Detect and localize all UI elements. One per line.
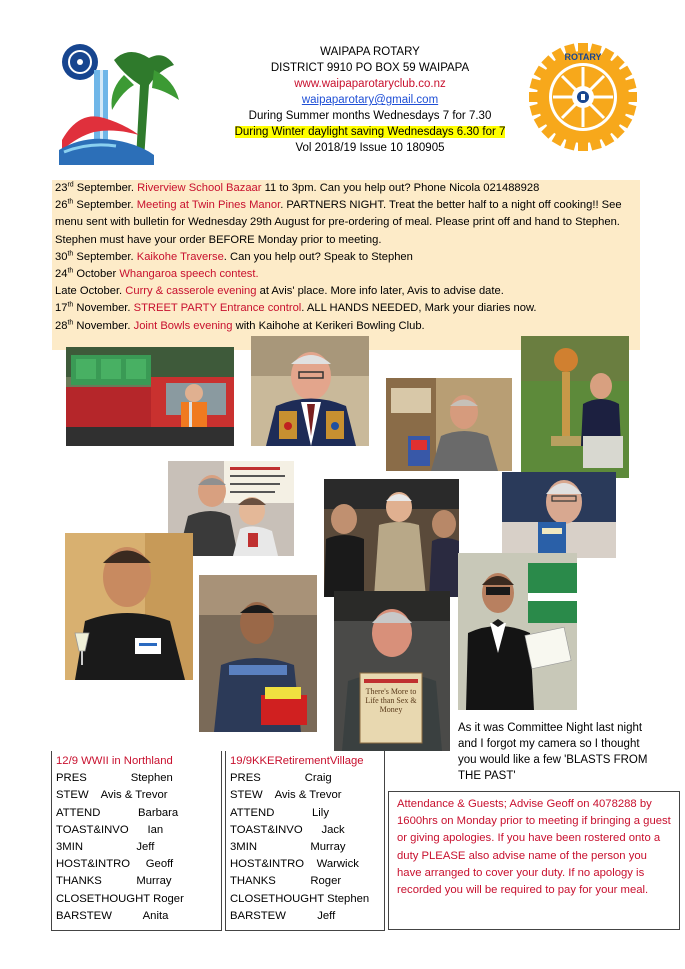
photo-man-in-truck: [66, 347, 234, 446]
summer-meeting-time: During Summer months Wednesdays 7 for 7.30: [248, 110, 492, 122]
roster-row: ATTEND Barbara: [56, 806, 179, 819]
roster-row: BARSTEW Anita: [56, 909, 169, 922]
photo-man-with-wine: [65, 533, 193, 680]
postal-address: DISTRICT 9910 PO BOX 59 WAIPAPA: [270, 62, 470, 74]
roster-row: STEW Avis & Trevor: [230, 789, 342, 802]
event-item: Late October. Curry & casserole evening at Avis' place. More info later, Avis to advise date.: [55, 285, 504, 298]
photo-man-at-party: [324, 479, 459, 597]
photo-man-with-trophy: [521, 336, 629, 478]
roster-title: 12/9 WWII in Northland: [56, 755, 173, 767]
event-item: 24th October Whangaroa speech contest.: [55, 267, 259, 281]
events-list: [52, 180, 640, 350]
newsletter-header: [200, 44, 540, 156]
roster-row: CLOSETHOUGHT Roger: [56, 892, 184, 905]
email-link[interactable]: waipaparotary@gmail.com: [301, 94, 439, 106]
roster-row: CLOSETHOUGHT Stephen: [230, 892, 370, 905]
roster-row: TOAST&INVO Jack: [230, 823, 345, 836]
org-name: WAIPAPA ROTARY: [320, 46, 420, 58]
event-item: 26th September. Meeting at Twin Pines Manor. PARTNERS NIGHT. Treat the better half to a night off cooking!! See menu sent with bulletin for Wednesday 29th August for pre-ordering of meal. Please print off and hand to Stephen. Stephen must have your order BEFORE Monday prior to meeting.: [55, 198, 622, 246]
roster-row: THANKS Roger: [230, 875, 342, 888]
roster-row: STEW Avis & Trevor: [56, 789, 168, 802]
svg-text:ROTARY: ROTARY: [564, 52, 602, 62]
website-link[interactable]: www.waipaparotaryclub.co.nz: [294, 78, 446, 90]
volume-issue: Vol 2018/19 Issue 10 180905: [295, 142, 445, 154]
rotary-international-logo: [528, 42, 638, 152]
photo-man-with-book: [502, 472, 616, 558]
roster-row: HOST&INTRO Geoff: [56, 858, 174, 871]
winter-meeting-time: During Winter daylight saving Wednesdays 6.30 for 7: [234, 126, 506, 138]
roster-row: PRES Craig: [230, 772, 332, 785]
book-title: There's More to Life than Sex & Money: [365, 687, 417, 714]
roster-table: [51, 751, 222, 931]
photo-man-with-gift: [199, 575, 317, 732]
attendance-notice: Attendance & Guests; Advise Geoff on 4078288 by 1600hrs on Monday prior to meeting if bringing a guest or giving apologies. If you have been rostered onto a duty PLEASE also advise name of the person you have arranged to cover your duty. If no apology is recorded you will be required to pay for your meal.: [388, 791, 680, 930]
photo-man-in-tuxedo: [458, 553, 577, 710]
photo-man-in-office: [386, 378, 512, 471]
event-item: 30th September. Kaikohe Traverse. Can you help out? Speak to Stephen: [55, 250, 413, 263]
event-item: 17th November. STREET PARTY Entrance control. ALL HANDS NEEDED, Mark your diaries now.: [55, 301, 537, 315]
event-item: 23rd September. Riverview School Bazaar 11 to 3pm. Can you help out? Phone Nicola 021488928: [55, 181, 540, 194]
roster-row: HOST&INTRO Warwick: [230, 858, 359, 871]
roster-row: ATTEND Lily: [230, 806, 329, 819]
photo-man-with-medals: [251, 336, 369, 446]
roster-row: THANKS Murray: [56, 875, 172, 888]
event-item: 28th November. Joint Bowls evening with Kaihohe at Kerikeri Bowling Club.: [55, 318, 425, 332]
photos-caption: As it was Committee Night last night and I forgot my camera so I thought you would like a few 'BLASTS FROM THE PAST': [458, 722, 648, 782]
roster-title: 19/9KKERetirementVillage: [230, 755, 364, 767]
roster-row: 3MIN Jeff: [56, 841, 155, 854]
roster-row: 3MIN Murray: [230, 841, 346, 854]
roster-row: BARSTEW Jeff: [230, 909, 336, 922]
club-logo: [54, 40, 184, 170]
roster-row: TOAST&INVO Ian: [56, 823, 164, 836]
roster-table: [225, 751, 385, 931]
photo-man-with-sex-money-book: [334, 591, 450, 751]
roster-row: PRES Stephen: [56, 772, 173, 785]
